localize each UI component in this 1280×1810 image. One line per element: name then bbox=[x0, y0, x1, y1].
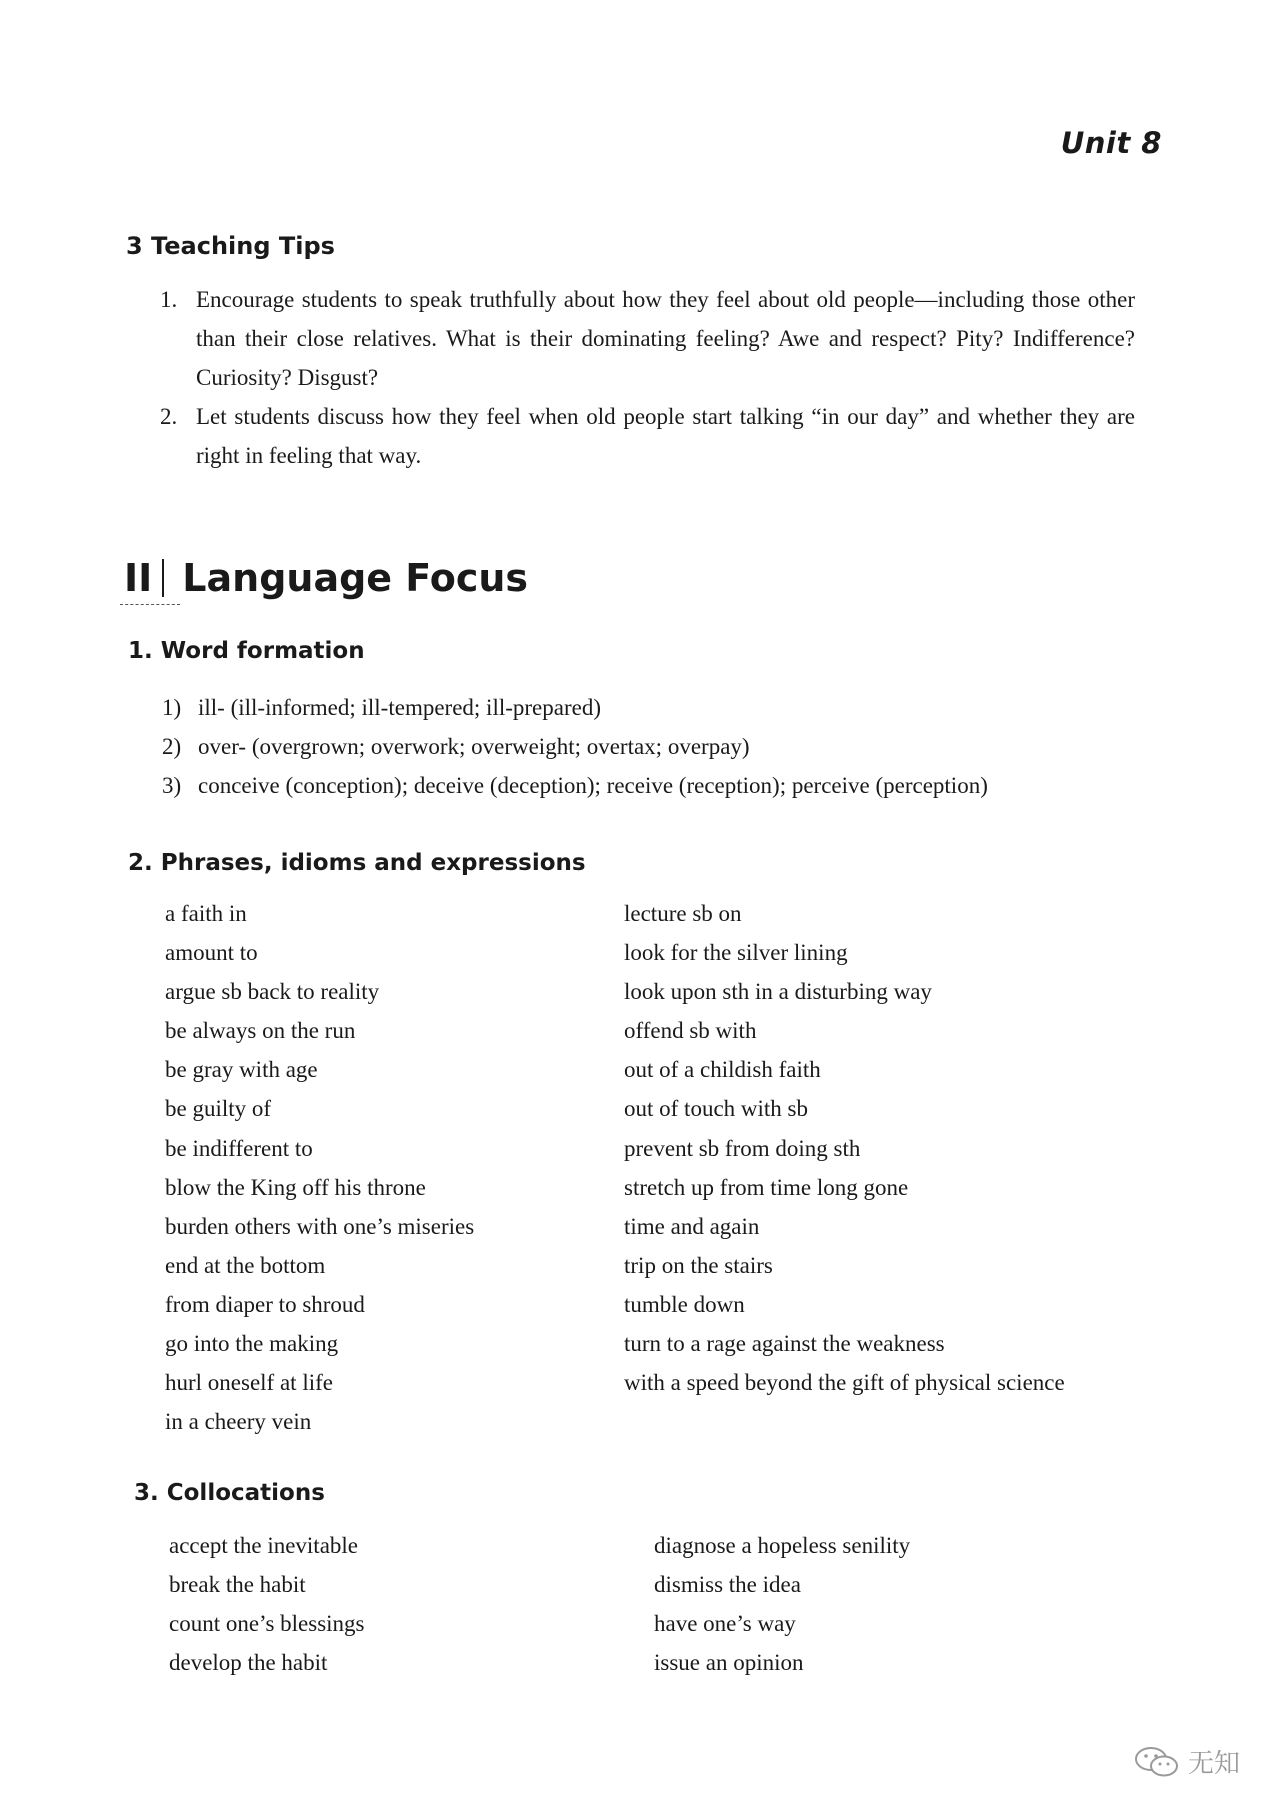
section-divider bbox=[162, 559, 164, 597]
list-item: be gray with age bbox=[165, 1057, 318, 1083]
list-item: out of a childish faith bbox=[624, 1057, 821, 1083]
unit-header: Unit 8 bbox=[1060, 126, 1162, 160]
list-item: tumble down bbox=[624, 1291, 745, 1317]
watermark bbox=[1134, 1743, 1240, 1780]
list-item: be indifferent to bbox=[165, 1135, 313, 1161]
list-item bbox=[162, 766, 988, 805]
list-item: develop the habit bbox=[169, 1650, 328, 1676]
list-item: issue an opinion bbox=[654, 1650, 804, 1676]
collocations-right-column bbox=[654, 1526, 910, 1682]
list-item bbox=[160, 280, 1135, 397]
item-text: ill- (ill-informed; ill-tempered; ill-prepared) bbox=[198, 695, 601, 720]
list-item: lecture sb on bbox=[624, 901, 742, 926]
list-item: offend sb with bbox=[624, 1018, 757, 1044]
list-item: amount to bbox=[165, 940, 258, 966]
item-text: over- (overgrown; overwork; overweight; overtax; overpay) bbox=[198, 734, 750, 759]
section-underline bbox=[120, 604, 180, 605]
list-item: with a speed beyond the gift of physical science bbox=[624, 1370, 1065, 1396]
list-item: break the habit bbox=[169, 1572, 306, 1598]
list-item: trip on the stairs bbox=[624, 1252, 773, 1278]
list-item: in a cheery vein bbox=[165, 1409, 312, 1435]
teaching-tips-heading: 3 Teaching Tips bbox=[126, 232, 335, 260]
list-item: look for the silver lining bbox=[624, 940, 848, 966]
list-item: from diaper to shroud bbox=[165, 1291, 365, 1317]
section-title bbox=[124, 556, 528, 600]
list-item bbox=[162, 688, 988, 727]
item-number: 2. bbox=[160, 404, 178, 429]
word-formation-list bbox=[162, 688, 988, 805]
list-item: look upon sth in a disturbing way bbox=[624, 979, 932, 1005]
list-item: burden others with one’s miseries bbox=[165, 1213, 475, 1239]
item-number: 3) bbox=[162, 773, 182, 798]
item-text: conceive (conception); deceive (deception); receive (reception); perceive (perception) bbox=[198, 773, 988, 798]
list-item: turn to a rage against the weakness bbox=[624, 1331, 945, 1357]
phrases-heading: 2. Phrases, idioms and expressions bbox=[128, 850, 586, 876]
list-item: diagnose a hopeless senility bbox=[654, 1533, 911, 1558]
list-item: count one’s blessings bbox=[169, 1611, 365, 1637]
word-formation-heading: 1. Word formation bbox=[128, 638, 365, 664]
collocations-left-column bbox=[169, 1526, 365, 1682]
item-number: 2) bbox=[162, 734, 182, 759]
phrases-left-column bbox=[165, 894, 474, 1441]
list-item: a faith in bbox=[165, 901, 247, 926]
list-item: argue sb back to reality bbox=[165, 979, 380, 1005]
list-item: be always on the run bbox=[165, 1018, 356, 1044]
list-item: dismiss the idea bbox=[654, 1572, 801, 1598]
list-item: prevent sb from doing sth bbox=[624, 1135, 861, 1161]
list-item: blow the King off his throne bbox=[165, 1174, 426, 1200]
wechat-icon bbox=[1134, 1745, 1180, 1779]
list-item: end at the bottom bbox=[165, 1252, 326, 1278]
list-item: out of touch with sb bbox=[624, 1096, 808, 1122]
phrases-right-column bbox=[624, 894, 1065, 1402]
watermark-text: 无知 bbox=[1187, 1749, 1240, 1779]
item-number: 1) bbox=[162, 695, 182, 720]
section-title-text: Language Focus bbox=[182, 556, 529, 600]
list-item: stretch up from time long gone bbox=[624, 1174, 909, 1200]
item-number: 1. bbox=[160, 287, 178, 312]
list-item: have one’s way bbox=[654, 1611, 796, 1637]
list-item: accept the inevitable bbox=[169, 1533, 359, 1558]
list-item bbox=[162, 727, 988, 766]
list-item: hurl oneself at life bbox=[165, 1370, 333, 1396]
item-text: Let students discuss how they feel when old people start talking “in our day” and whether they are right in feeling that way. bbox=[196, 404, 1135, 468]
list-item bbox=[160, 397, 1135, 475]
list-item: time and again bbox=[624, 1213, 760, 1239]
section-roman-numeral: II bbox=[124, 556, 153, 600]
list-item: go into the making bbox=[165, 1331, 339, 1357]
teaching-tips-list bbox=[160, 280, 1135, 475]
list-item: be guilty of bbox=[165, 1096, 272, 1122]
collocations-heading: 3. Collocations bbox=[134, 1480, 325, 1506]
item-text: Encourage students to speak truthfully about how they feel about old people—including those other than their close relatives. What is their dominating feeling? Awe and respect? Pity? Indifference? Curiosity? Disgust? bbox=[196, 287, 1135, 390]
